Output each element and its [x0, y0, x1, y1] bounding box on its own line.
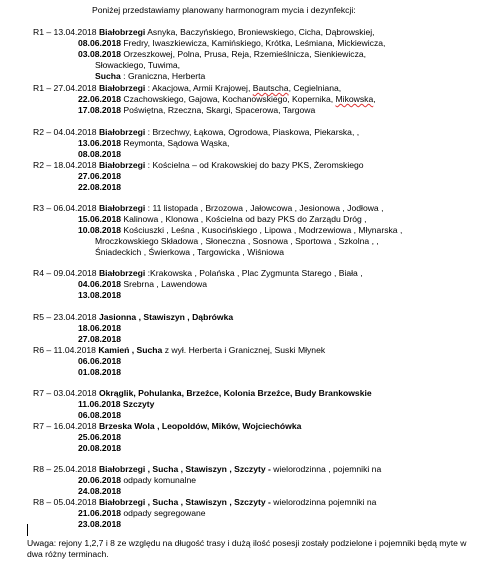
schedule-line	[78, 334, 121, 345]
schedule-line	[78, 171, 121, 182]
bold-text: 08.06.2018	[78, 38, 122, 48]
schedule-line	[78, 138, 229, 149]
line-text: R8 – 25.04.2018	[33, 464, 99, 474]
line-text: Asnyka, Baczyńskiego, Broniewskiego, Cicha, Dąbrowskiej,	[145, 27, 375, 37]
schedule-line	[78, 149, 121, 160]
bold-text: Białobrzegi	[98, 83, 146, 93]
line-text: Bautscha	[252, 83, 289, 93]
bold-text: Białobrzegi , Sucha , Stawiszyn , Szczyty -	[98, 497, 271, 507]
schedule-line	[33, 268, 363, 279]
bold-text: 20.06.2018	[78, 475, 122, 485]
line-text: Mikowska	[335, 94, 374, 104]
schedule-line	[95, 236, 379, 247]
line-text: Kalinowa , Klonowa , Kościelna od bazy PKS do Zarządu Dróg ,	[121, 214, 367, 224]
bold-text: 23.08.2018	[78, 519, 122, 529]
schedule-line	[78, 49, 366, 60]
bold-text: 01.08.2018	[78, 367, 122, 377]
line-text: Orzeszkowej, Polna, Prusa, Reja, Rzemieślnicza, Sienkiewicza,	[121, 49, 367, 59]
bold-text: 13.06.2018	[78, 138, 122, 148]
bold-text: 20.08.2018	[78, 443, 122, 453]
line-text: Czachowskiego, Gajowa, Kochanowskiego, Kopernika,	[121, 94, 336, 104]
bold-text: Jasionna , Stawiszyn , Dąbrówka	[98, 312, 234, 322]
schedule-line	[33, 421, 301, 432]
schedule-line	[78, 367, 121, 378]
bold-text: 21.06.2018	[78, 508, 122, 518]
schedule-line	[33, 312, 233, 323]
bold-text: 03.08.2018	[78, 49, 122, 59]
line-text: Reymonta, Sądowa Wąska,	[121, 138, 230, 148]
line-text: R2 – 18.04.2018	[33, 160, 99, 170]
line-text: : Graniczna, Herberta	[120, 71, 206, 81]
text-cursor	[27, 524, 28, 536]
line-text: R2 – 04.04.2018	[33, 127, 99, 137]
schedule-line	[33, 203, 383, 214]
bold-text: Białobrzegi	[98, 268, 146, 278]
line-text: R6 – 11.04.2018	[33, 345, 99, 355]
bold-text: Kamień , Sucha	[98, 345, 163, 355]
schedule-line	[78, 323, 121, 334]
schedule-line	[95, 247, 284, 258]
bold-text: 27.06.2018	[78, 171, 122, 181]
bold-text: 22.08.2018	[78, 182, 122, 192]
bold-text: 18.06.2018	[78, 323, 122, 333]
bold-text: Sucha	[95, 71, 121, 81]
bold-text: Białobrzegi	[98, 203, 146, 213]
bold-text: Okrąglik, Pohulanka, Brzeźce, Kolonia Brzeźce, Budy Brankowskie	[98, 388, 372, 398]
schedule-line	[78, 38, 385, 49]
bold-text: 24.08.2018	[78, 486, 122, 496]
schedule-line	[78, 356, 121, 367]
schedule-line	[78, 475, 196, 486]
schedule-line	[78, 279, 207, 290]
schedule-line	[78, 214, 367, 225]
schedule-line	[78, 486, 121, 497]
schedule-line	[33, 160, 364, 171]
line-text: R3 – 06.04.2018	[33, 203, 99, 213]
schedule-line	[33, 464, 381, 475]
schedule-line	[78, 519, 121, 530]
line-text: wielorodzinna , pojemniki na	[270, 464, 382, 474]
line-text: Śniadeckich , Świerkowa , Targowicka , Wiśniowa	[95, 247, 284, 257]
schedule-line	[78, 443, 121, 454]
bold-text: 15.06.2018	[78, 214, 122, 224]
line-text: :Krakowska , Polańska , Plac Zygmunta Starego , Biała ,	[145, 268, 363, 278]
bold-text: 17.08.2018	[78, 105, 122, 115]
schedule-line	[78, 290, 121, 301]
line-text: : Kościelna – od Krakowskiej do bazy PKS, Żeromskiego	[145, 160, 364, 170]
line-text: : Akacjowa, Armii Krajowej,	[145, 83, 253, 93]
line-text: R7 – 03.04.2018	[33, 388, 99, 398]
bold-text: Białobrzegi	[98, 160, 146, 170]
line-text: odpady segregowane	[121, 508, 206, 518]
schedule-line	[78, 182, 121, 193]
bold-text: Białobrzegi	[98, 27, 146, 37]
line-text: odpady komunalne	[121, 475, 197, 485]
bold-text: 06.06.2018	[78, 356, 122, 366]
bold-text: 06.08.2018	[78, 410, 122, 420]
intro-text: Poniżej przedstawiamy planowany harmonogram mycia i dezynfekcji:	[92, 5, 356, 15]
line-text: R4 – 09.04.2018	[33, 268, 99, 278]
line-text: : 11 listopada , Brzozowa , Jałowcowa , Jesionowa , Jodłowa ,	[145, 203, 384, 213]
bold-text: Białobrzegi	[98, 127, 146, 137]
line-text: z wył. Herberta i Granicznej, Suski Młynek	[162, 345, 326, 355]
note-text: Uwaga: rejony 1,2,7 i 8 ze względu na długość trasy i dużą ilość posesji zostały podzielone i pojemniki będą myte w dwa różny terminach.	[27, 538, 467, 559]
schedule-line	[33, 127, 359, 138]
line-text: ,	[373, 94, 376, 104]
line-text: Poświętna, Rzeczna, Skargi, Spacerowa, Targowa	[121, 105, 316, 115]
schedule-line	[78, 94, 376, 105]
schedule-line	[33, 497, 376, 508]
schedule-line	[33, 27, 375, 38]
schedule-line	[78, 432, 121, 443]
line-text: Słowackiego, Tuwima,	[95, 60, 181, 70]
bold-text: 27.08.2018	[78, 334, 122, 344]
line-text: R7 – 16.04.2018	[33, 421, 99, 431]
line-text: , Cegielniana,	[288, 83, 342, 93]
bold-text: 04.06.2018	[78, 279, 122, 289]
bold-text: Brzeska Wola , Leopoldów, Mików, Wojciechówka	[98, 421, 302, 431]
bold-text: 08.08.2018	[78, 149, 122, 159]
line-text: Mroczkowskiego Składowa , Słoneczna , Sosnowa , Sportowa , Szkolna , ,	[95, 236, 379, 246]
schedule-line	[78, 410, 121, 421]
bold-text: 13.08.2018	[78, 290, 122, 300]
bold-text: 11.06.2018 Szczyty	[78, 399, 155, 409]
line-text: R5 – 23.04.2018	[33, 312, 99, 322]
bold-text: Białobrzegi , Sucha , Stawiszyn , Szczyty -	[98, 464, 271, 474]
bold-text: 25.06.2018	[78, 432, 122, 442]
line-text: Kościuszki , Leśna , Kusocińskiego , Lipowa , Modrzewiowa , Młynarska ,	[121, 225, 403, 235]
schedule-line	[78, 399, 154, 410]
line-text: : Brzechwy, Łąkowa, Ogrodowa, Piaskowa, Piekarska, ,	[145, 127, 360, 137]
bold-text: 22.06.2018	[78, 94, 122, 104]
line-text: R1 – 27.04.2018	[33, 83, 99, 93]
schedule-line	[95, 60, 180, 71]
schedule-line	[33, 345, 325, 356]
schedule-line	[33, 83, 341, 94]
schedule-line	[78, 225, 402, 236]
line-text: wielorodzinna pojemniki na	[270, 497, 377, 507]
line-text: Fredry, Iwaszkiewicza, Kamińskiego, Krótka, Leśmiana, Mickiewicza,	[121, 38, 386, 48]
schedule-line	[95, 71, 205, 82]
line-text: R8 – 05.04.2018	[33, 497, 99, 507]
schedule-line	[78, 105, 315, 116]
schedule-line	[78, 508, 206, 519]
line-text: R1 – 13.04.2018	[33, 27, 99, 37]
line-text: Srebrna , Lawendowa	[121, 279, 208, 289]
bold-text: 10.08.2018	[78, 225, 122, 235]
schedule-line	[33, 388, 372, 399]
